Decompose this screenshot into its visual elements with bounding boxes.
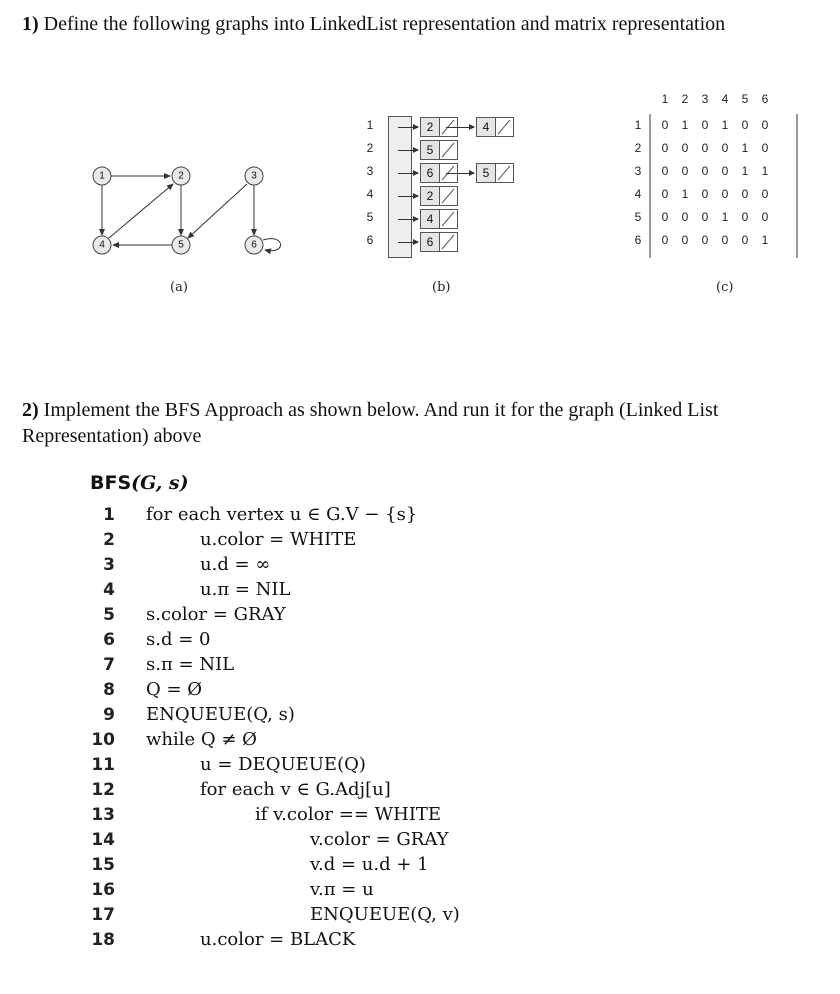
question-1-text: Define the following graphs into LinkedList representation and matrix representation <box>43 13 726 35</box>
matrix-cell: 1 <box>761 233 769 247</box>
matrix-row-label: 4 <box>634 187 642 201</box>
line-number: 14 <box>91 830 115 850</box>
matrix-cell: 0 <box>741 233 749 247</box>
code-line: u.color = BLACK <box>200 929 356 950</box>
vertex-6 <box>245 236 263 254</box>
list-index: 3 <box>366 164 374 178</box>
line-number: 4 <box>103 580 115 600</box>
list-node: 5 <box>476 163 514 183</box>
edge-6-6 <box>263 239 281 251</box>
svg-text:5: 5 <box>178 239 184 251</box>
list-node: 6 <box>420 163 458 183</box>
matrix-cell: 0 <box>721 233 729 247</box>
line-number: 18 <box>91 930 115 950</box>
matrix-row-label: 1 <box>634 118 642 132</box>
list-node: 2 <box>420 117 458 137</box>
list-index: 4 <box>366 187 374 201</box>
edge-4-2 <box>109 184 173 238</box>
question-2 <box>22 397 822 449</box>
matrix-cell: 0 <box>701 210 709 224</box>
question-1-number: 1) <box>22 13 39 35</box>
matrix-cell: 0 <box>761 187 769 201</box>
algorithm-args: (G, s) <box>131 472 189 494</box>
matrix-cell: 0 <box>741 187 749 201</box>
line-number: 11 <box>91 755 115 775</box>
arrow <box>398 219 418 220</box>
code-line: for each vertex u ∈ G.V − {s} <box>146 504 418 525</box>
matrix-cell: 0 <box>701 141 709 155</box>
matrix-cell: 0 <box>701 118 709 132</box>
code-line: v.d = u.d + 1 <box>310 854 429 875</box>
matrix-cell: 0 <box>701 233 709 247</box>
line-number: 3 <box>103 555 115 575</box>
line-number: 15 <box>91 855 115 875</box>
code-line: u.d = ∞ <box>200 554 271 575</box>
matrix-cell: 1 <box>681 187 689 201</box>
matrix-cell: 0 <box>661 164 669 178</box>
code-line: v.color = GRAY <box>310 829 449 850</box>
vertex-1 <box>93 167 111 185</box>
code-line: if v.color == WHITE <box>255 804 442 825</box>
svg-text:4: 4 <box>99 239 105 251</box>
matrix-cell: 0 <box>721 164 729 178</box>
matrix-cell: 0 <box>701 187 709 201</box>
matrix-cell: 0 <box>761 141 769 155</box>
line-number: 8 <box>103 680 115 700</box>
arrow <box>398 196 418 197</box>
vertex-4 <box>93 236 111 254</box>
matrix-row-label: 2 <box>634 141 642 155</box>
matrix-cell: 1 <box>721 118 729 132</box>
code-line: u = DEQUEUE(Q) <box>200 754 366 775</box>
code-line: ENQUEUE(Q, v) <box>310 904 460 925</box>
matrix-col-header: 6 <box>761 92 769 106</box>
code-line: u.color = WHITE <box>200 529 357 550</box>
list-index: 2 <box>366 141 374 155</box>
line-number: 12 <box>91 780 115 800</box>
svg-text:3: 3 <box>251 170 257 182</box>
code-line: s.color = GRAY <box>146 604 286 625</box>
line-number: 17 <box>91 905 115 925</box>
code-line: u.π = NIL <box>200 579 291 600</box>
svg-text:2: 2 <box>178 170 184 182</box>
matrix-cell: 1 <box>741 141 749 155</box>
matrix-cell: 0 <box>761 118 769 132</box>
arrow <box>398 242 418 243</box>
list-node: 6 <box>420 232 458 252</box>
matrix-col-header: 3 <box>701 92 709 106</box>
matrix-cell: 0 <box>661 141 669 155</box>
matrix-cell: 0 <box>761 210 769 224</box>
matrix-cell: 1 <box>721 210 729 224</box>
matrix-col-header: 4 <box>721 92 729 106</box>
line-number: 13 <box>91 805 115 825</box>
vertex-5 <box>172 236 190 254</box>
matrix-col-header: 2 <box>681 92 689 106</box>
arrow <box>446 127 474 128</box>
matrix-row-label: 6 <box>634 233 642 247</box>
caption-b: (b) <box>432 280 451 295</box>
matrix-cell: 0 <box>681 233 689 247</box>
arrow <box>446 173 474 174</box>
matrix-cell: 1 <box>761 164 769 178</box>
line-number: 16 <box>91 880 115 900</box>
matrix-col-header: 5 <box>741 92 749 106</box>
arrow <box>398 150 418 151</box>
matrix-cell: 0 <box>681 164 689 178</box>
list-node: 4 <box>476 117 514 137</box>
list-index: 1 <box>366 118 374 132</box>
matrix-cell: 0 <box>721 141 729 155</box>
line-number: 2 <box>103 530 115 550</box>
matrix-cell: 1 <box>681 118 689 132</box>
vertex-3 <box>245 167 263 185</box>
question-1 <box>22 11 725 37</box>
edge-3-5 <box>188 184 247 238</box>
matrix-row-label: 5 <box>634 210 642 224</box>
matrix-row-label: 3 <box>634 164 642 178</box>
line-number: 7 <box>103 655 115 675</box>
matrix-col-header: 1 <box>661 92 669 106</box>
code-line: s.d = 0 <box>146 629 211 650</box>
matrix-cell: 0 <box>661 210 669 224</box>
matrix-cell: 0 <box>701 164 709 178</box>
list-node: 2 <box>420 186 458 206</box>
code-line: v.π = u <box>310 879 374 900</box>
list-node: 5 <box>420 140 458 160</box>
matrix-cell: 0 <box>741 210 749 224</box>
list-index: 6 <box>366 233 374 247</box>
code-line: s.π = NIL <box>146 654 235 675</box>
code-line: while Q ≠ Ø <box>146 729 257 750</box>
line-number: 6 <box>103 630 115 650</box>
code-line: for each v ∈ G.Adj[u] <box>200 779 391 800</box>
code-line: Q = Ø <box>146 679 203 700</box>
matrix-cell: 0 <box>741 118 749 132</box>
array-box <box>388 116 412 258</box>
matrix-cell: 0 <box>721 187 729 201</box>
matrix-cell: 0 <box>681 141 689 155</box>
matrix-cell: 0 <box>661 118 669 132</box>
matrix-cell: 0 <box>681 210 689 224</box>
question-2-text: Implement the BFS Approach as shown below. And run it for the graph (Linked List Representation) above <box>22 399 719 447</box>
caption-a: (a) <box>170 280 188 295</box>
matrix-cell: 0 <box>661 187 669 201</box>
list-index: 5 <box>366 210 374 224</box>
line-number: 9 <box>103 705 115 725</box>
matrix-cell: 0 <box>661 233 669 247</box>
caption-c: (c) <box>716 280 734 295</box>
vertex-2 <box>172 167 190 185</box>
arrow <box>398 173 418 174</box>
code-line: ENQUEUE(Q, s) <box>146 704 295 725</box>
svg-text:6: 6 <box>251 239 257 251</box>
list-node: 4 <box>420 209 458 229</box>
graph-figure <box>85 155 305 265</box>
algorithm-name: BFS <box>90 472 132 494</box>
algorithm-title <box>90 472 189 494</box>
line-number: 1 <box>103 505 115 525</box>
line-number: 10 <box>91 730 115 750</box>
question-2-number: 2) <box>22 399 39 421</box>
line-number: 5 <box>103 605 115 625</box>
matrix-cell: 1 <box>741 164 749 178</box>
svg-text:1: 1 <box>99 170 105 182</box>
arrow <box>398 127 418 128</box>
